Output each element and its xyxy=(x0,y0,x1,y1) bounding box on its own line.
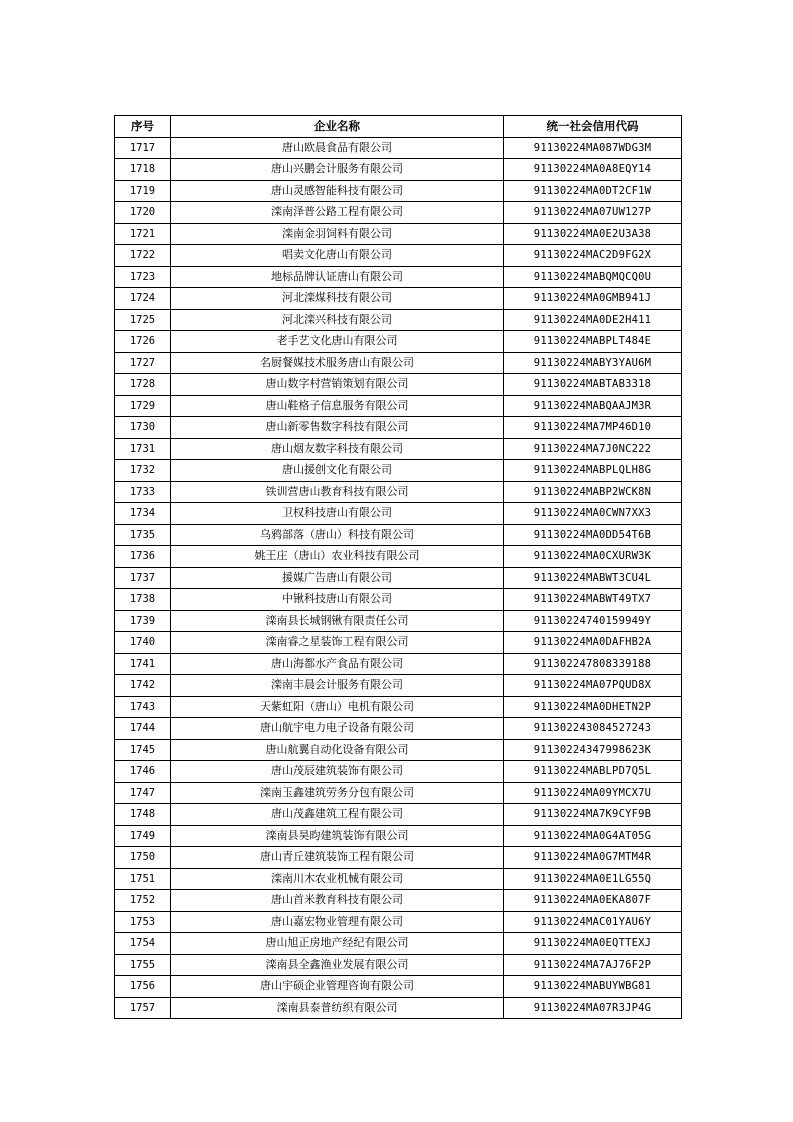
row-name-cell: 唐山新零售数字科技有限公司 xyxy=(171,417,504,439)
row-seq-cell: 1721 xyxy=(115,223,171,245)
row-code-cell: 91130224MA0G7MTM4R xyxy=(504,847,682,869)
row-seq-cell: 1752 xyxy=(115,890,171,912)
row-code-cell: 91130224MABUYWBG81 xyxy=(504,976,682,998)
row-seq-cell: 1729 xyxy=(115,395,171,417)
row-code-cell: 91130224MA07R3JP4G xyxy=(504,997,682,1019)
table-row xyxy=(115,438,682,460)
row-seq-cell: 1717 xyxy=(115,137,171,159)
row-code-cell: 91130224MA07PQUD8X xyxy=(504,675,682,697)
table-row xyxy=(115,804,682,826)
row-code-cell: 91130224MABPLT484E xyxy=(504,331,682,353)
row-code-cell: 91130224347998623K xyxy=(504,739,682,761)
row-name-cell: 河北滦兴科技有限公司 xyxy=(171,309,504,331)
row-name-cell: 滦南泽普公路工程有限公司 xyxy=(171,202,504,224)
table-row xyxy=(115,825,682,847)
row-code-cell: 91130224MABLPD7Q5L xyxy=(504,761,682,783)
row-code-cell: 91130224740159949Y xyxy=(504,610,682,632)
row-seq-cell: 1756 xyxy=(115,976,171,998)
table-row xyxy=(115,245,682,267)
row-code-cell: 91130224MA0GMB941J xyxy=(504,288,682,310)
row-code-cell: 91130224MABWT3CU4L xyxy=(504,567,682,589)
row-name-cell: 乌鸦部落（唐山）科技有限公司 xyxy=(171,524,504,546)
table-row xyxy=(115,933,682,955)
row-name-cell: 唐山鞋格子信息服务有限公司 xyxy=(171,395,504,417)
row-name-cell: 唐山青丘建筑装饰工程有限公司 xyxy=(171,847,504,869)
row-seq-cell: 1741 xyxy=(115,653,171,675)
row-name-cell: 铁训营唐山教育科技有限公司 xyxy=(171,481,504,503)
row-code-cell: 91130224MA0DE2H411 xyxy=(504,309,682,331)
row-name-cell: 滦南丰晨会计服务有限公司 xyxy=(171,675,504,697)
table-row xyxy=(115,718,682,740)
row-seq-cell: 1740 xyxy=(115,632,171,654)
table-row xyxy=(115,395,682,417)
row-seq-cell: 1734 xyxy=(115,503,171,525)
row-code-cell: 91130224MA0E1LG55Q xyxy=(504,868,682,890)
table-row xyxy=(115,868,682,890)
table-row xyxy=(115,374,682,396)
table-row xyxy=(115,567,682,589)
row-name-cell: 唐山旭正房地产经纪有限公司 xyxy=(171,933,504,955)
header-name: 企业名称 xyxy=(171,116,504,138)
row-seq-cell: 1738 xyxy=(115,589,171,611)
table-body xyxy=(115,137,682,1019)
row-seq-cell: 1757 xyxy=(115,997,171,1019)
row-seq-cell: 1751 xyxy=(115,868,171,890)
row-seq-cell: 1723 xyxy=(115,266,171,288)
row-seq-cell: 1732 xyxy=(115,460,171,482)
row-name-cell: 唐山烟友数字科技有限公司 xyxy=(171,438,504,460)
row-name-cell: 滦南玉鑫建筑劳务分包有限公司 xyxy=(171,782,504,804)
row-seq-cell: 1744 xyxy=(115,718,171,740)
table-row xyxy=(115,739,682,761)
row-code-cell: 91130224MA7MP46D10 xyxy=(504,417,682,439)
row-seq-cell: 1735 xyxy=(115,524,171,546)
table-row xyxy=(115,331,682,353)
row-name-cell: 唱卖文化唐山有限公司 xyxy=(171,245,504,267)
row-name-cell: 唐山灵感智能科技有限公司 xyxy=(171,180,504,202)
row-seq-cell: 1718 xyxy=(115,159,171,181)
row-seq-cell: 1742 xyxy=(115,675,171,697)
row-code-cell: 91130224MA7K9CYF9B xyxy=(504,804,682,826)
row-code-cell: 91130224MAC01YAU6Y xyxy=(504,911,682,933)
row-seq-cell: 1722 xyxy=(115,245,171,267)
row-name-cell: 唐山航翼自动化设备有限公司 xyxy=(171,739,504,761)
row-seq-cell: 1725 xyxy=(115,309,171,331)
row-name-cell: 滦南金羽饲料有限公司 xyxy=(171,223,504,245)
table-row xyxy=(115,159,682,181)
row-name-cell: 老手艺文化唐山有限公司 xyxy=(171,331,504,353)
enterprise-registry-table xyxy=(114,115,682,1019)
table-row xyxy=(115,847,682,869)
row-code-cell: 91130224MA7J0NC222 xyxy=(504,438,682,460)
table-row xyxy=(115,976,682,998)
table-row xyxy=(115,288,682,310)
table-row xyxy=(115,503,682,525)
table-row xyxy=(115,890,682,912)
row-code-cell: 91130224MA0G4AT05G xyxy=(504,825,682,847)
row-code-cell: 91130224MABWT49TX7 xyxy=(504,589,682,611)
row-seq-cell: 1724 xyxy=(115,288,171,310)
row-code-cell: 91130224MABY3YAU6M xyxy=(504,352,682,374)
table-row xyxy=(115,546,682,568)
table-row xyxy=(115,782,682,804)
row-seq-cell: 1746 xyxy=(115,761,171,783)
table-row xyxy=(115,460,682,482)
table-row xyxy=(115,997,682,1019)
row-code-cell: 91130224MA0DAFHB2A xyxy=(504,632,682,654)
table-header-row xyxy=(115,116,682,138)
row-name-cell: 中锹科技唐山有限公司 xyxy=(171,589,504,611)
table-row xyxy=(115,675,682,697)
table-row xyxy=(115,417,682,439)
row-code-cell: 91130224MA09YMCX7U xyxy=(504,782,682,804)
row-code-cell: 91130224MA0CWN7XX3 xyxy=(504,503,682,525)
row-name-cell: 滦南睿之星装饰工程有限公司 xyxy=(171,632,504,654)
row-seq-cell: 1749 xyxy=(115,825,171,847)
row-seq-cell: 1753 xyxy=(115,911,171,933)
row-code-cell: 91130224MA0CXURW3K xyxy=(504,546,682,568)
row-seq-cell: 1739 xyxy=(115,610,171,632)
row-seq-cell: 1750 xyxy=(115,847,171,869)
row-seq-cell: 1743 xyxy=(115,696,171,718)
row-code-cell: 91130224MABP2WCK8N xyxy=(504,481,682,503)
row-seq-cell: 1736 xyxy=(115,546,171,568)
table-row xyxy=(115,761,682,783)
row-code-cell: 91130224MA087WDG3M xyxy=(504,137,682,159)
row-code-cell: 91130224MA0A8EQY14 xyxy=(504,159,682,181)
table-row xyxy=(115,202,682,224)
row-code-cell: 91130224MABPLQLH8G xyxy=(504,460,682,482)
table-row xyxy=(115,180,682,202)
table-row xyxy=(115,481,682,503)
table-row xyxy=(115,632,682,654)
row-name-cell: 滦南川木农业机械有限公司 xyxy=(171,868,504,890)
row-name-cell: 唐山宇硕企业管理咨询有限公司 xyxy=(171,976,504,998)
row-name-cell: 唐山茂辰建筑装饰有限公司 xyxy=(171,761,504,783)
row-seq-cell: 1754 xyxy=(115,933,171,955)
row-name-cell: 唐山航宇电力电子设备有限公司 xyxy=(171,718,504,740)
table-row xyxy=(115,524,682,546)
row-seq-cell: 1720 xyxy=(115,202,171,224)
row-seq-cell: 1748 xyxy=(115,804,171,826)
row-name-cell: 唐山援创文化有限公司 xyxy=(171,460,504,482)
table-row xyxy=(115,352,682,374)
table-row xyxy=(115,954,682,976)
row-code-cell: 91130224MA0EQTTEXJ xyxy=(504,933,682,955)
row-seq-cell: 1728 xyxy=(115,374,171,396)
row-name-cell: 唐山数字村营销策划有限公司 xyxy=(171,374,504,396)
row-name-cell: 天紫虹阳（唐山）电机有限公司 xyxy=(171,696,504,718)
row-code-cell: 91130224MA0E2U3A38 xyxy=(504,223,682,245)
table-row xyxy=(115,610,682,632)
table-row xyxy=(115,653,682,675)
row-seq-cell: 1755 xyxy=(115,954,171,976)
table-row xyxy=(115,911,682,933)
row-code-cell: 91130224MA0DT2CF1W xyxy=(504,180,682,202)
row-seq-cell: 1745 xyxy=(115,739,171,761)
row-seq-cell: 1747 xyxy=(115,782,171,804)
row-code-cell: 91130224MA0EKA807F xyxy=(504,890,682,912)
row-code-cell: 91130224MA07UW127P xyxy=(504,202,682,224)
row-seq-cell: 1731 xyxy=(115,438,171,460)
row-code-cell: 911302247808339188 xyxy=(504,653,682,675)
table-row xyxy=(115,589,682,611)
row-seq-cell: 1727 xyxy=(115,352,171,374)
row-name-cell: 援媒广告唐山有限公司 xyxy=(171,567,504,589)
row-code-cell: 91130224MA0DD54T6B xyxy=(504,524,682,546)
row-name-cell: 唐山嘉宏物业管理有限公司 xyxy=(171,911,504,933)
row-code-cell: 91130224MAC2D9FG2X xyxy=(504,245,682,267)
header-seq: 序号 xyxy=(115,116,171,138)
row-name-cell: 唐山欧晨食品有限公司 xyxy=(171,137,504,159)
row-name-cell: 河北滦煤科技有限公司 xyxy=(171,288,504,310)
row-seq-cell: 1733 xyxy=(115,481,171,503)
row-seq-cell: 1730 xyxy=(115,417,171,439)
row-code-cell: 91130224MA0DHETN2P xyxy=(504,696,682,718)
row-seq-cell: 1737 xyxy=(115,567,171,589)
row-code-cell: 911302243084527243 xyxy=(504,718,682,740)
row-name-cell: 滦南县泰普纺织有限公司 xyxy=(171,997,504,1019)
row-name-cell: 唐山海都水产食品有限公司 xyxy=(171,653,504,675)
row-code-cell: 91130224MABQAAJM3R xyxy=(504,395,682,417)
row-code-cell: 91130224MA7AJ76F2P xyxy=(504,954,682,976)
row-name-cell: 滦南县长城钢锹有限责任公司 xyxy=(171,610,504,632)
table-row xyxy=(115,266,682,288)
row-name-cell: 唐山首米教育科技有限公司 xyxy=(171,890,504,912)
row-name-cell: 滦南县全鑫渔业发展有限公司 xyxy=(171,954,504,976)
table-row xyxy=(115,696,682,718)
row-name-cell: 滦南县昊昀建筑装饰有限公司 xyxy=(171,825,504,847)
header-code: 统一社会信用代码 xyxy=(504,116,682,138)
row-name-cell: 地标品牌认证唐山有限公司 xyxy=(171,266,504,288)
row-seq-cell: 1726 xyxy=(115,331,171,353)
row-code-cell: 91130224MABTAB3318 xyxy=(504,374,682,396)
table-row xyxy=(115,223,682,245)
table-row xyxy=(115,309,682,331)
row-name-cell: 名厨餐媒技术服务唐山有限公司 xyxy=(171,352,504,374)
row-seq-cell: 1719 xyxy=(115,180,171,202)
row-name-cell: 姚王庄（唐山）农业科技有限公司 xyxy=(171,546,504,568)
row-name-cell: 卫权科技唐山有限公司 xyxy=(171,503,504,525)
row-code-cell: 91130224MABQMQCQ0U xyxy=(504,266,682,288)
table-row xyxy=(115,137,682,159)
row-name-cell: 唐山兴鹏会计服务有限公司 xyxy=(171,159,504,181)
row-name-cell: 唐山茂鑫建筑工程有限公司 xyxy=(171,804,504,826)
